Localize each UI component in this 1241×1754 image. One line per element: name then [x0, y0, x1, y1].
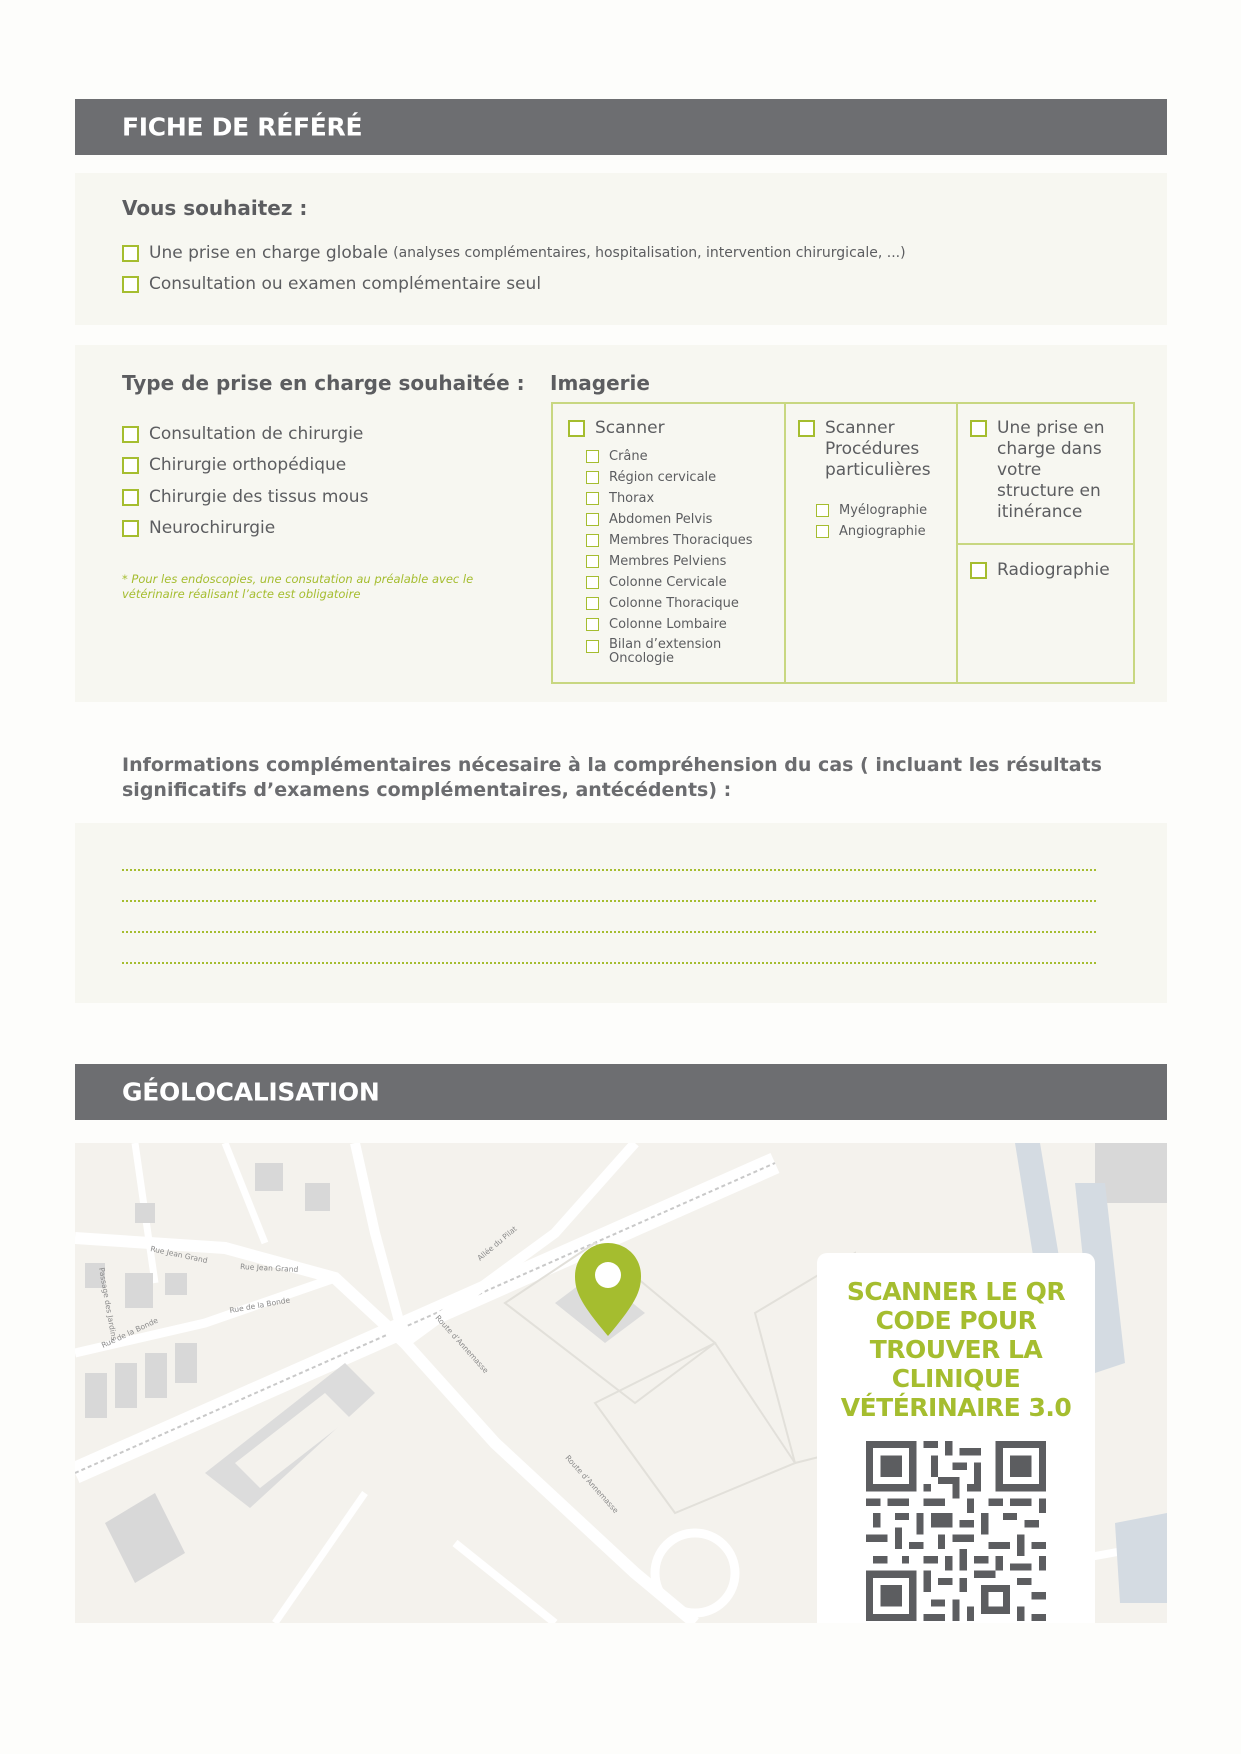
checkbox[interactable]: [586, 492, 599, 505]
checkbox[interactable]: [586, 576, 599, 589]
care-type-item[interactable]: [122, 424, 363, 444]
scanner-item-label: Crâne: [609, 449, 648, 464]
scanner-item[interactable]: [586, 512, 712, 527]
roaming-option[interactable]: [970, 418, 1122, 523]
roaming-label: Une prise en charge dans votre structure en itinérance: [997, 418, 1105, 522]
scanner-item[interactable]: [586, 533, 753, 548]
street-label: Rue Jean Grand: [149, 1244, 209, 1266]
scanner-item[interactable]: [586, 596, 739, 611]
section-title: FICHE DE RÉFÉRÉ: [122, 112, 363, 142]
write-line: [122, 900, 1096, 902]
special-item-label: Myélographie: [839, 503, 928, 518]
wish-heading: Vous souhaitez :: [122, 196, 308, 220]
section-header-referral: [75, 99, 1167, 155]
care-type-heading: Type de prise en charge souhaitée :: [122, 371, 525, 395]
scanner-label: Scanner: [595, 418, 665, 438]
qr-card: [817, 1253, 1095, 1623]
section-header-geo: [75, 1064, 1167, 1120]
checkbox[interactable]: [970, 420, 987, 437]
street-label: Passage des Jardins: [97, 1266, 119, 1342]
checkbox[interactable]: [586, 513, 599, 526]
checkbox[interactable]: [798, 420, 815, 437]
special-item[interactable]: [816, 503, 927, 518]
wish-option-label: Une prise en charge globale: [149, 243, 389, 263]
scanner-item-label: Abdomen Pelvis: [609, 512, 713, 527]
scanner-item-label: Membres Pelviens: [609, 554, 727, 569]
care-type-label: Consultation de chirurgie: [149, 424, 364, 444]
scanner-option[interactable]: [568, 418, 665, 438]
street-label: Route d’Annemasse: [563, 1453, 621, 1515]
map[interactable]: [75, 1143, 1167, 1623]
scanner-item[interactable]: [586, 617, 727, 632]
divider: [956, 543, 1135, 545]
checkbox[interactable]: [122, 520, 139, 537]
checkbox[interactable]: [586, 471, 599, 484]
checkbox[interactable]: [586, 640, 599, 653]
qr-code-icon[interactable]: [866, 1441, 1046, 1621]
section-title: GÉOLOCALISATION: [122, 1077, 380, 1107]
care-type-item[interactable]: [122, 518, 275, 538]
scanner-item[interactable]: [586, 554, 726, 569]
care-type-label: Neurochirurgie: [149, 518, 276, 538]
checkbox[interactable]: [586, 597, 599, 610]
street-label: Rue de la Bonde: [100, 1315, 160, 1350]
wish-option-label: Consultation ou examen complémentaire seul: [149, 274, 542, 294]
scanner-item[interactable]: [586, 449, 648, 464]
care-type-label: Chirurgie des tissus mous: [149, 487, 369, 507]
scanner-item[interactable]: [586, 638, 739, 666]
care-type-label: Chirurgie orthopédique: [149, 455, 347, 475]
qr-instructions: SCANNER LE QR CODE POUR TROUVER LA CLINIQUE VÉTÉRINAIRE 3.0: [840, 1277, 1072, 1422]
endoscopy-note: * Pour les endoscopies, une consutation au préalable avec le vétérinaire réalisant l’acte est obligatoire: [122, 572, 474, 601]
checkbox[interactable]: [970, 562, 987, 579]
wish-option-detail: (analyses complémentaires, hospitalisation, intervention chirurgicale, ...): [393, 245, 906, 261]
write-line: [122, 962, 1096, 964]
checkbox[interactable]: [586, 618, 599, 631]
radiography-option[interactable]: [970, 560, 1110, 580]
wish-option-consult[interactable]: [122, 274, 541, 294]
radiography-label: Radiographie: [997, 560, 1110, 580]
scanner-item-label: Thorax: [609, 491, 655, 506]
special-item[interactable]: [816, 524, 926, 539]
street-label: Allée du Pilat: [475, 1224, 519, 1263]
street-label: Rue de la Bonde: [228, 1295, 291, 1315]
scanner-item[interactable]: [586, 575, 727, 590]
special-procedures-option[interactable]: [798, 418, 950, 481]
scanner-item-label: Région cervicale: [609, 470, 717, 485]
special-procedures-label: Scanner Procédures particulières: [825, 418, 931, 480]
scanner-item[interactable]: [586, 491, 654, 506]
imaging-heading: Imagerie: [550, 371, 650, 395]
info-heading: Informations complémentaires nécesaire à la compréhension du cas ( incluant les résultats significatifs d’examens complémentaires, antécédents) :: [122, 754, 1102, 801]
scanner-item-label: Membres Thoraciques: [609, 533, 753, 548]
street-label: Route d’Annemasse: [433, 1313, 491, 1375]
checkbox[interactable]: [122, 457, 139, 474]
checkbox[interactable]: [122, 426, 139, 443]
care-type-item[interactable]: [122, 487, 368, 507]
checkbox[interactable]: [122, 489, 139, 506]
checkbox[interactable]: [816, 504, 829, 517]
scanner-item-label: Bilan d’extension Oncologie: [609, 637, 722, 666]
checkbox[interactable]: [568, 420, 585, 437]
scanner-item-label: Colonne Lombaire: [609, 617, 727, 632]
scanner-item-label: Colonne Cervicale: [609, 575, 727, 590]
checkbox[interactable]: [122, 245, 139, 262]
checkbox[interactable]: [586, 534, 599, 547]
info-field[interactable]: [75, 823, 1167, 1003]
scanner-item-label: Colonne Thoracique: [609, 596, 739, 611]
checkbox[interactable]: [586, 555, 599, 568]
write-line: [122, 869, 1096, 871]
care-type-item[interactable]: [122, 455, 346, 475]
street-label: Rue Jean Grand: [239, 1262, 299, 1275]
write-line: [122, 931, 1096, 933]
special-item-label: Angiographie: [839, 524, 926, 539]
scanner-item[interactable]: [586, 470, 716, 485]
wish-option-global[interactable]: [122, 243, 906, 263]
checkbox[interactable]: [586, 450, 599, 463]
checkbox[interactable]: [122, 276, 139, 293]
divider: [784, 402, 786, 684]
checkbox[interactable]: [816, 525, 829, 538]
